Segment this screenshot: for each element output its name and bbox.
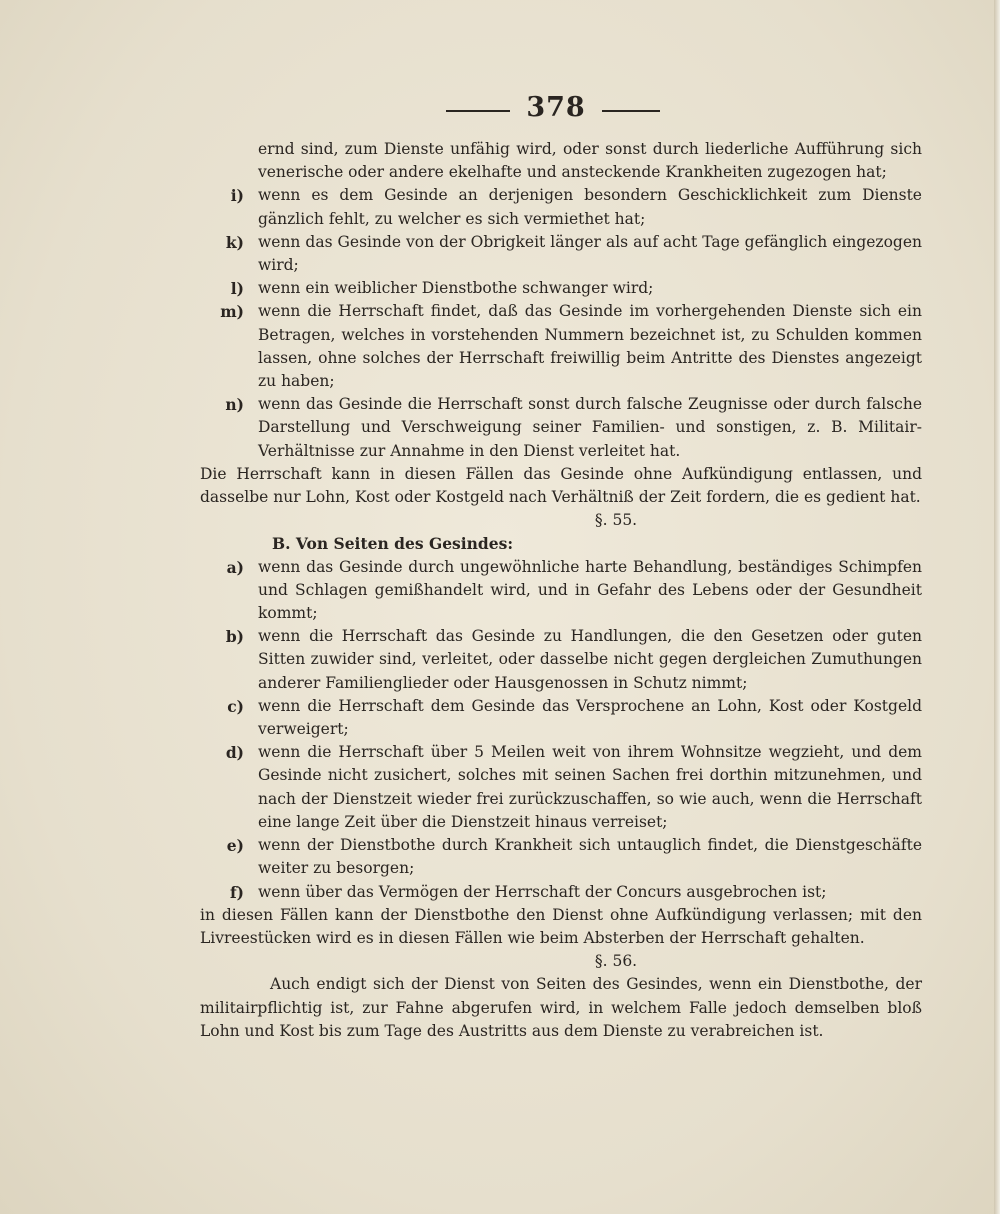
item-label: f) (229, 882, 244, 902)
paragraph: in diesen Fällen kann der Dienstbothe den Dienst ohne Aufkündigung verlassen; mit den Livreestücken wird es in diesen Fällen wie beim Absterben der Herrschaft gehalten. (200, 905, 922, 947)
item-text: wenn der Dienstbothe durch Krankheit sich untauglich findet, die Dienstgeschäfte weiter zu besorgen; (258, 836, 922, 878)
page-header (0, 92, 1000, 128)
item-label: b) (225, 627, 244, 647)
paragraph: Die Herrschaft kann in diesen Fällen das Gesinde ohne Aufkündigung entlassen, und dasselbe nur Lohn, Kost oder Kostgeld nach Verhältniß der Zeit fordern, die es gedient hat. (200, 464, 922, 507)
item-label: e) (226, 836, 244, 856)
item-label: k) (225, 232, 244, 252)
item-label: c) (227, 696, 244, 716)
item-text: wenn die Herrschaft das Gesinde zu Handlungen, die den Gesetzen oder guten Sitten zuwider sind, verleitet, oder dasselbe nicht gegen dergleichen Zumuthungen anderer Familienglieder oder Hausgenossen in Schutz nimmt; (258, 627, 922, 692)
header-rule-right (602, 110, 660, 112)
page-number: 378 (526, 92, 586, 123)
page-text (200, 138, 922, 1043)
list-item (200, 741, 922, 834)
page-edge (994, 0, 1000, 1214)
item-text: wenn die Herrschaft findet, daß das Gesinde im vorhergehenden Dienste sich ein Betragen, welches in vorstehenden Nummern bezeichnet ist, zu Schulden kommen lassen, ohne solches der Herrschaft freiwillig beim Antritte des Dienstes angezeigt zu haben; (258, 302, 922, 391)
list-item (200, 834, 922, 880)
item-label: m) (220, 302, 244, 322)
item-text: wenn ein weiblicher Dienstbothe schwanger wird; (258, 279, 654, 298)
subheading: B. Von Seiten des Gesindes: (272, 534, 514, 554)
list-item (200, 300, 922, 393)
item-text: wenn über das Vermögen der Herrschaft der Concurs ausgebrochen ist; (258, 882, 827, 901)
item-label: a) (226, 557, 244, 577)
item-text: wenn es dem Gesinde an derjenigen besondern Geschicklichkeit zum Dienste gänzlich fehlt, zu welcher es sich vermiethet hat; (258, 186, 922, 228)
paragraph: Auch endigt sich der Dienst von Seiten des Gesindes, wenn ein Dienstbothe, der militairpflichtig ist, zur Fahne abgerufen wird, in welchem Falle jedoch demselben bloß Lohn und Kost bis zum Tage des Austritts aus dem Dienste zu verabreichen ist. (200, 975, 922, 1040)
item-text: wenn das Gesinde durch ungewöhnliche harte Behandlung, beständiges Schimpfen und Schlagen gemißhandelt wird, und in Gefahr des Lebens oder der Gesundheit kommt; (258, 557, 922, 623)
list-item (200, 184, 922, 230)
item-label: d) (225, 743, 244, 763)
header-rule-left (446, 110, 510, 112)
list-item (200, 277, 922, 300)
list-item (200, 556, 922, 626)
list-item (200, 393, 922, 463)
section-heading: §. 55. (594, 511, 638, 530)
item-text: wenn die Herrschaft über 5 Meilen weit von ihrem Wohnsitze wegzieht, und dem Gesinde nicht zusichert, solches mit seinen Sachen frei dorthin mitzunehmen, und nach der Dienstzeit wieder frei zurückzuschaffen, so wie auch, wenn die Herrschaft eine lange Zeit über die Dienstzeit hinaus verreiset; (258, 743, 922, 831)
item-text: wenn die Herrschaft dem Gesinde das Versprochene an Lohn, Kost oder Kostgeld verweigert; (258, 696, 922, 739)
list-item (200, 625, 922, 695)
item-text: wenn das Gesinde von der Obrigkeit länger als auf acht Tage gefänglich eingezogen wird; (258, 232, 922, 275)
list-item (200, 231, 922, 277)
item-label: n) (225, 395, 244, 415)
section-heading: §. 56. (594, 952, 638, 971)
item-label: i) (230, 186, 244, 206)
item-text: wenn das Gesinde die Herrschaft sonst durch falsche Zeugnisse oder durch falsche Darstellung und Verschweigung seiner Familien- und sonstigen, z. B. Militair-Verhältnisse zur Annahme in den Dienst verleitet hat. (258, 395, 922, 460)
list-item (200, 695, 922, 741)
item-label: l) (230, 279, 244, 299)
continuation-text: ernd sind, zum Dienste unfähig wird, oder sonst durch liederliche Aufführung sich venerische oder andere ekelhafte und ansteckende Krankheiten zugezogen hat; (258, 140, 922, 182)
list-item (200, 881, 922, 904)
